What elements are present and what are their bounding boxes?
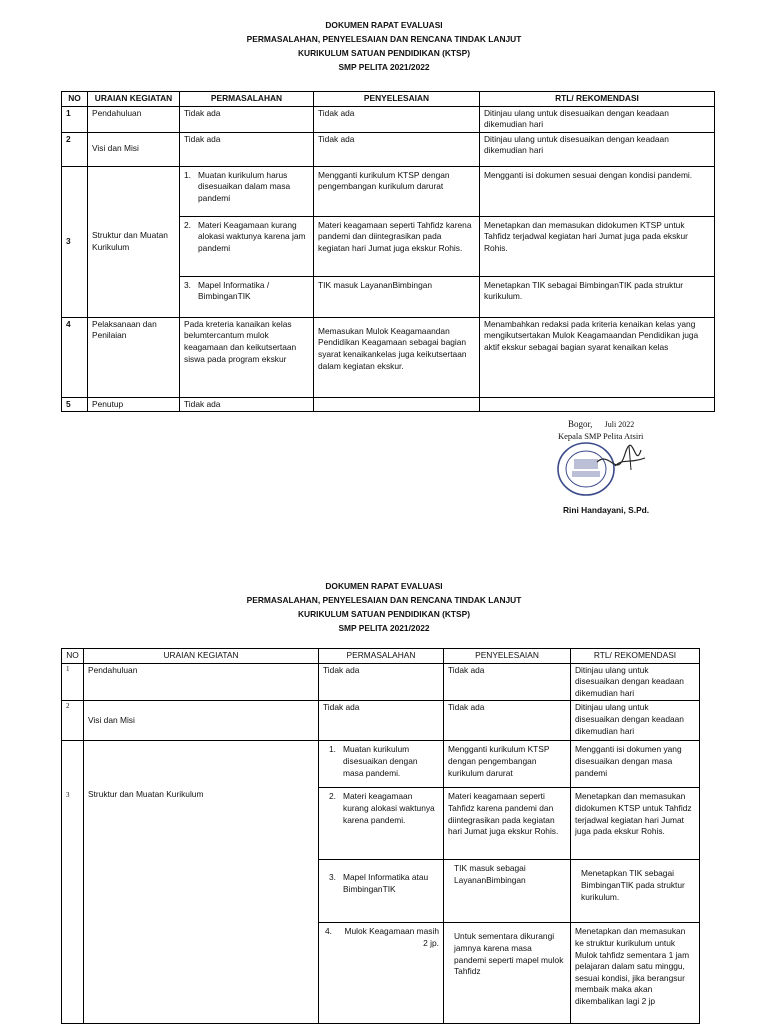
sub-selesai: Mengganti kurikulum KTSP dengan pengembangan kurikulum darurat (444, 741, 570, 788)
item-text: Muatan kurikulum disesuaikan dengan masa pandemi. (343, 744, 418, 778)
table-header-row (62, 649, 700, 664)
table-row (62, 397, 715, 412)
doc1-title-line: DOKUMEN RAPAT EVALUASI (325, 20, 443, 30)
cell-selesai (314, 397, 480, 412)
cell-uraian: Visi dan Misi (84, 701, 319, 741)
sub-rtl: Menetapkan dan memasukan ke struktur kurikulum untuk Mulok tahfidz sementara 1 jam pelajaran dalam satu minggu, sesuai kondisi, jika berangsur membaik maka akan dikembalikan lagi 2 jp (575, 926, 690, 1006)
cell-no: 3 (62, 166, 88, 317)
cell-rtl: Ditinjau ulang untuk disesuaikan dengan keadaan dikemudian hari (571, 701, 700, 741)
sub-masalah (319, 860, 443, 923)
doc2-title-line: PERMASALAHAN, PENYELESAIAN DAN RENCANA TINDAK LANJUT (246, 595, 522, 605)
cell-uraian: Pendahuluan (84, 663, 319, 701)
doc2-title (0, 579, 768, 635)
header-no: NO (62, 92, 88, 107)
cell-selesai-group (444, 741, 571, 1024)
table-row (62, 317, 715, 397)
cell-uraian: Pendahuluan (88, 106, 180, 132)
item-text: Mulok Keagamaan masih 2 jp. (344, 926, 439, 948)
header-penyelesaian: PENYELESAIAN (444, 649, 571, 664)
signature-position: Kepala SMP Pelita Atsiri (558, 431, 644, 441)
item-text: Materi keagamaan kurang alokasi waktunya karena pandemi. (343, 791, 435, 825)
sub-masalah (319, 788, 443, 860)
doc1-title (0, 18, 768, 74)
cell-selesai-group (314, 166, 480, 317)
cell-rtl: Ditinjau ulang untuk disesuaikan dengan keadaan dikemudian hari (480, 132, 715, 166)
item-number: 1. (184, 169, 191, 180)
doc1-title-line: KURIKULUM SATUAN PENDIDIKAN (KTSP) (298, 48, 470, 58)
sub-selesai: Materi keagamaan seperti Tahfidz karena pandemi dan diintegrasikan pada kegiatan hari Jumat juga ekskur Rohis. (314, 217, 479, 277)
cell-selesai: Tidak ada (314, 106, 480, 132)
cell-no: 2 (62, 132, 88, 166)
header-rtl: RTL/ REKOMENDASI (571, 649, 700, 664)
sub-selesai: TIK masuk LayananBimbingan (318, 279, 433, 290)
sub-rtl: Menetapkan dan memasukan didokumen KTSP untuk Tahfidz terjadwal kegiatan hari Jumat juga pada ekskur Rohis. (480, 217, 714, 277)
doc2-title-line: SMP PELITA 2021/2022 (338, 623, 430, 633)
sub-selesai: Untuk sementara dikurangi jamnya karena masa pandemi seperti mapel mulok Tahfidz (454, 931, 564, 977)
item-text: Muatan kurikulum harus disesuaikan dalam masa pandemi (198, 169, 291, 203)
cell-masalah: Tidak ada (319, 701, 444, 741)
cell-uraian: Pelaksanaan dan Penilaian (88, 317, 180, 397)
doc2-title-line: KURIKULUM SATUAN PENDIDIKAN (KTSP) (298, 609, 470, 619)
sub-masalah (319, 741, 443, 788)
signature-name: Rini Handayani, S.Pd. (563, 505, 650, 515)
table-row (62, 106, 715, 132)
doc2-table (61, 648, 700, 1024)
cell-rtl: Menambahkan redaksi pada kriteria kenaikan kelas yang mengikutsertakan Mulok Keagamaandan Pendidikan juga aktif ekskur sebagai bagian syarat kenaikan kelas (480, 317, 715, 397)
cell-rtl: Ditinjau ulang untuk disesuaikan dengan keadaan dikemudian hari (480, 106, 715, 132)
signature-place (568, 418, 634, 430)
item-text: Mapel Informatika atau BimbinganTIK (343, 872, 429, 894)
sub-selesai: Mengganti kurikulum KTSP dengan pengembangan kurikulum darurat (314, 167, 479, 217)
cell-rtl-group (480, 166, 715, 317)
cell-rtl-group (571, 741, 700, 1024)
item-number: 3. (184, 279, 191, 290)
cell-uraian: Struktur dan Muatan Kurikulum (88, 166, 180, 317)
item-number: 2. (329, 791, 336, 802)
cell-no: 5 (62, 397, 88, 412)
sub-masalah (180, 217, 313, 277)
cell-masalah: Tidak ada (180, 106, 314, 132)
cell-uraian: Visi dan Misi (88, 132, 180, 166)
school-stamp-icon (555, 440, 665, 502)
cell-masalah: Tidak ada (180, 397, 314, 412)
header-uraian: URAIAN KEGIATAN (88, 92, 180, 107)
item-number: 3. (329, 872, 336, 883)
doc1-title-line: PERMASALAHAN, PENYELESAIAN DAN RENCANA TINDAK LANJUT (246, 34, 522, 44)
table-row (62, 132, 715, 166)
cell-no: 1 (62, 663, 84, 701)
cell-rtl (480, 397, 715, 412)
item-number: 1. (329, 744, 336, 755)
header-permasalahan: PERMASALAHAN (319, 649, 444, 664)
header-permasalahan: PERMASALAHAN (180, 92, 314, 107)
table-row (62, 701, 700, 741)
signature-city: Bogor, (568, 419, 593, 429)
cell-selesai: Tidak ada (314, 132, 480, 166)
sub-rtl: Mengganti isi dokumen yang disesuaikan dengan masa pandemi (571, 741, 699, 788)
cell-no: 1 (62, 106, 88, 132)
cell-rtl: Ditinjau ulang untuk disesuaikan dengan keadaan dikemudian hari (571, 663, 700, 701)
header-rtl: RTL/ REKOMENDASI (480, 92, 715, 107)
sub-rtl: Menetapkan dan memasukan didokumen KTSP untuk Tahfidz terjadwal kegiatan hari Jumat juga pada ekskur Rohis. (571, 788, 699, 860)
sub-rtl: Mengganti isi dokumen sesuai dengan kondisi pandemi. (480, 167, 714, 217)
sub-masalah (180, 167, 313, 217)
cell-no: 2 (62, 701, 84, 741)
cell-selesai: Memasukan Mulok Keagamaandan Pendidikan Keagamaan sebagai bagian syarat kenaikankelas juga keikutsertaan dalam kegiatan ekskur. (314, 317, 480, 397)
cell-masalah: Pada kreteria kanaikan kelas belumtercantum mulok keagamaan dan keikutsertaan siswa pada program ekskur (180, 317, 314, 397)
sub-rtl: Menetapkan TIK sebagai BimbinganTIK pada struktur kurikulum. (571, 860, 699, 923)
header-penyelesaian: PENYELESAIAN (314, 92, 480, 107)
cell-masalah-group (319, 741, 444, 1024)
cell-no: 4 (62, 317, 88, 397)
doc2-title-line: DOKUMEN RAPAT EVALUASI (325, 581, 443, 591)
cell-masalah: Tidak ada (180, 132, 314, 166)
sub-masalah (180, 277, 313, 317)
table-row (62, 741, 700, 1024)
cell-selesai: Tidak ada (444, 701, 571, 741)
sub-masalah (319, 923, 443, 1023)
item-number: 4. (325, 926, 332, 937)
item-number: 2. (184, 219, 191, 230)
sub-selesai: Materi keagamaan seperti Tahfidz karena pandemi dan diintegrasikan pada kegiatan hari Jumat juga ekskur Rohis. (444, 788, 570, 860)
cell-masalah: Tidak ada (319, 663, 444, 701)
sub-rtl: Menetapkan TIK sebagai BimbinganTIK pada struktur kurikulum. (484, 279, 684, 302)
signature-date: Juli 2022 (604, 420, 635, 429)
doc1-title-line: SMP PELITA 2021/2022 (338, 62, 430, 72)
cell-uraian: Penutup (88, 397, 180, 412)
doc1-table (61, 91, 715, 412)
item-text: Mapel Informatika / BimbinganTIK (198, 279, 270, 302)
table-header-row (62, 92, 715, 107)
item-text: Materi Keagamaan kurang alokasi waktunya karena jam pandemi (198, 219, 306, 253)
table-row (62, 166, 715, 317)
sub-selesai: TIK masuk sebagai LayananBimbingan (444, 860, 570, 923)
cell-no: 3 (62, 741, 84, 1024)
header-no: NO (62, 649, 84, 664)
cell-masalah-group (180, 166, 314, 317)
header-uraian: URAIAN KEGIATAN (84, 649, 319, 664)
cell-uraian: Struktur dan Muatan Kurikulum (84, 741, 319, 1024)
cell-selesai: Tidak ada (444, 663, 571, 701)
table-row (62, 663, 700, 701)
